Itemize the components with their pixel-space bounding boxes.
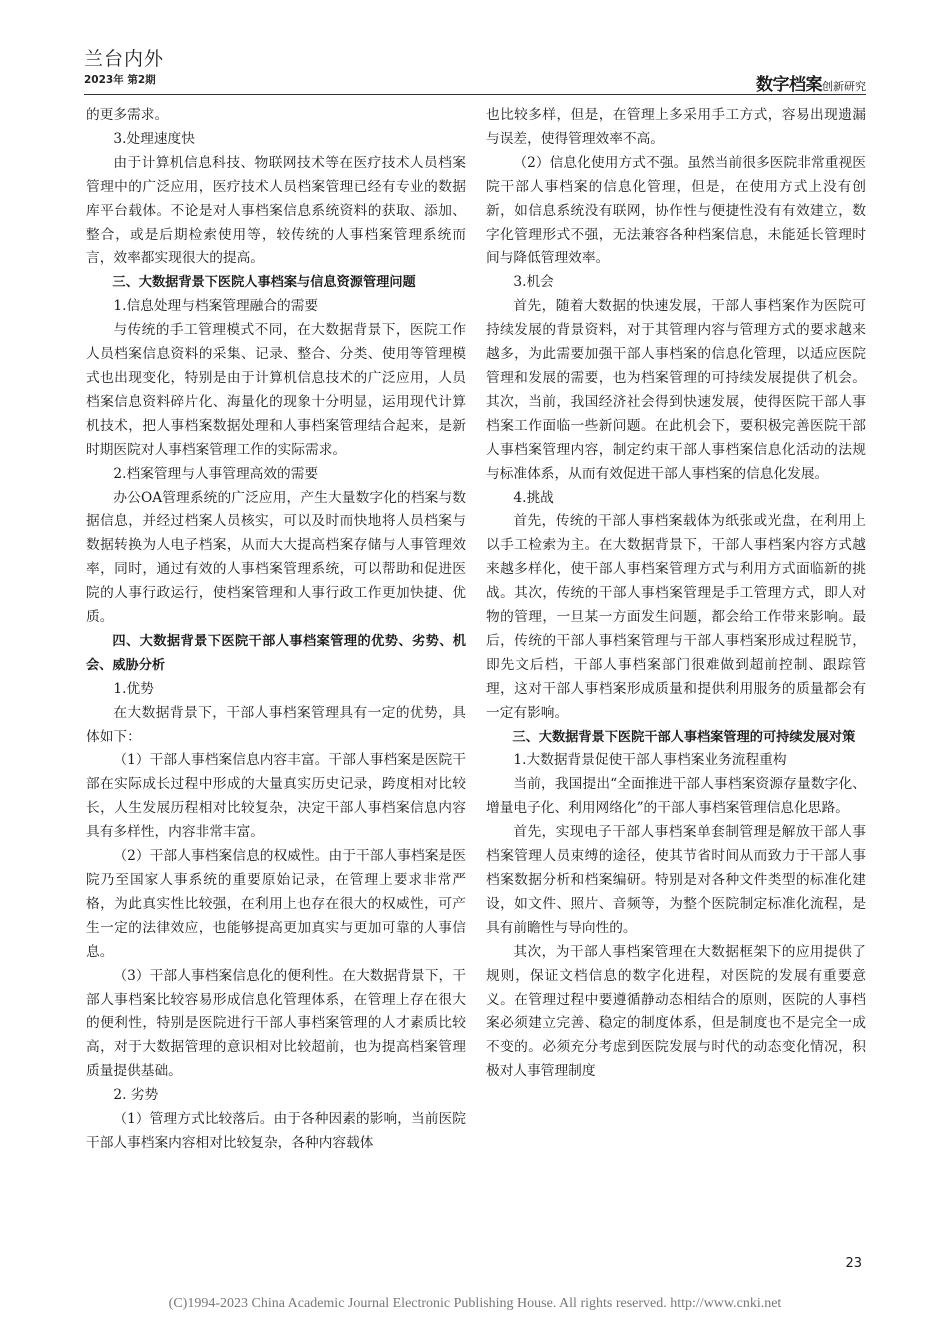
section-title: 数字档案 — [756, 75, 822, 95]
paragraph: 也比较多样，但是，在管理上多采用手工方式，容易出现遗漏与误差，使得管理效率不高。 — [486, 107, 866, 147]
right-column — [486, 104, 866, 1084]
issue-label: 2023年 第2期 — [84, 74, 156, 86]
paragraph: 当前，我国提出“全面推进干部人事档案资源存量数字化、增量电子化、利用网络化”的干部人事档案管理信息化思路。 — [486, 776, 866, 817]
paragraph: 3.机会 — [513, 274, 554, 291]
section-header — [756, 70, 866, 95]
section-heading: 四、大数据背景下医院干部人事档案管理的优势、劣势、机会、威胁分析 — [86, 633, 466, 673]
section-heading: 三、大数据背景下医院干部人事档案管理的可持续发展对策 — [512, 729, 856, 745]
page-number: 23 — [845, 1256, 862, 1271]
paragraph: 首先，传统的干部人事档案载体为纸张或光盘，在利用上以手工检索为主。在大数据背景下，干部人事档案内容方式越来越多样化，使干部人事档案管理方式与利用方式面临新的挑战。其次，传统的干部人事档案管理是手工管理方式，即人对物的管理，一旦某一方面发生问题，都会给工作带来影响。最后，传统的干部人事档案管理与干部人事档案形成过程脱节，即先文后档，干部人事档案部门很难做到超前控制、跟踪管理，这对干部人事档案形成质量和提供利用服务的质量都会有一定有影响。 — [486, 513, 866, 721]
paragraph: 3.处理速度快 — [113, 130, 195, 147]
paragraph: 与传统的手工管理模式不同，在大数据背景下，医院工作人员档案信息资料的采集、记录、整合、分类、使用等管理模式也出现变化，特别是由于计算机信息技术的广泛应用，人员档案信息资料碎片化、海量化的现象十分明显，运用现代计算机技术，把人事档案数据处理和人事档案管理结合起来，是新时期医院对人事档案管理工作的实际需求。 — [86, 322, 466, 458]
section-heading: 三、大数据背景下医院人事档案与信息资源管理问题 — [112, 275, 416, 291]
paragraph: （1）干部人事档案信息内容丰富。干部人事档案是医院干部在实际成长过程中形成的大量真实历史记录，跨度相对比较长，人生发展历程相对比较复杂，决定干部人事档案信息内容具有多样性，内容非常丰富。 — [86, 752, 466, 841]
paragraph: （1）管理方式比较落后。由于各种因素的影响，当前医院干部人事档案内容相对比较复杂，各种内容载体 — [86, 1111, 466, 1151]
left-column — [86, 104, 466, 1156]
paragraph: 由于计算机信息科技、物联网技术等在医疗技术人员档案管理中的广泛应用，医疗技术人员档案管理已经有专业的数据库平台载体。不论是对人事档案信息系统资料的获取、添加、整合，或是后期检索使用等，较传统的人事档案管理系统而言，效率都实现很大的提高。 — [86, 154, 466, 267]
paragraph: 1.优势 — [113, 680, 154, 697]
journal-name: 兰台内外 — [84, 48, 165, 70]
paragraph: 的更多需求。 — [86, 107, 169, 123]
paragraph: 在大数据背景下，干部人事档案管理具有一定的优势，具体如下： — [86, 704, 466, 745]
header-divider — [84, 94, 866, 95]
section-subtitle: 创新研究 — [822, 80, 866, 93]
journal-header — [84, 48, 164, 87]
paragraph: 首先，随着大数据的快速发展，干部人事档案作为医院可持续发展的背景资料，对于其管理内容与管理方式的要求越来越多，为此需要加强干部人事档案的信息化管理，以适应医院管理和发展的需要，也为档案管理的可持续发展提供了机会。其次，当前，我国经济社会得到快速发展，使得医院干部人事档案工作面临一些新问题。在此机会下，要积极完善医院干部人事档案管理内容，制定约束干部人事档案信息化活动的法规与标准体系，从而有效促进干部人事档案的信息化发展。 — [486, 298, 866, 482]
copyright-footer: (C)1994-2023 China Academic Journal Electronic Publishing House. All rights reserved. http://www.cnki.net — [168, 1296, 782, 1311]
paragraph: （2）信息化使用方式不强。虽然当前很多医院非常重视医院干部人事档案的信息化管理，但是，在使用方式上没有创新，如信息系统没有联网，协作性与便捷性没有有效建立，数字化管理形式不强，无法兼容各种档案信息，未能延长管理时间与降低管理效率。 — [486, 154, 866, 267]
paragraph: 其次，为干部人事档案管理在大数据框架下的应用提供了规则，保证文档信息的数字化进程，对医院的发展有重要意义。在管理过程中要遵循静动态相结合的原则，医院的人事档案必须建立完善、稳定的制度体系，但是制度也不是完全一成不变的。必须充分考虑到医院发展与时代的动态变化情况，积极对人事管理制度 — [486, 943, 866, 1080]
paragraph: 1.大数据背景促使干部人事档案业务流程重构 — [513, 752, 787, 769]
paragraph: 2. 劣势 — [113, 1087, 159, 1104]
paragraph: （3）干部人事档案信息化的便利性。在大数据背景下，干部人事档案比较容易形成信息化管理体系，在管理上存在很大的便利性，特别是医院进行干部人事档案管理的人才素质比较高，对于大数据管理的意识相对比较超前，也为提高档案管理质量提供基础。 — [86, 967, 466, 1080]
paragraph: （2）干部人事档案信息的权威性。由于干部人事档案是医院乃至国家人事系统的重要原始记录，在管理上要求非常严格，为此真实性比较强，在利用上也存在很大的权威性，可产生一定的法律效应，也能够提高更加真实与更加可靠的人事信息。 — [86, 848, 466, 960]
paragraph: 1.信息处理与档案管理融合的需要 — [113, 298, 319, 315]
paragraph: 4.挑战 — [513, 489, 554, 506]
paragraph: 2.档案管理与人事管理高效的需要 — [113, 465, 319, 482]
paragraph: 首先，实现电子干部人事档案单套制管理是解放干部人事档案管理人员束缚的途径，使其节省时间从而致力于干部人事档案数据分析和档案编研。特别是对各种文件类型的标准化建设，如文件、照片、音频等，为整个医院制定标准化流程，是具有前瞻性与导向性的。 — [486, 824, 866, 936]
paragraph: 办公OA管理系统的广泛应用，产生大量数字化的档案与数据信息，并经过档案人员核实，可以及时而快地将人员档案与数据转换为人电子档案，从而大大提高档案存储与人事管理效率，同时，通过有效的人事档案管理系统，可以帮助和促进医院的人事行政运行，使档案管理和人事行政工作更加快捷、优质。 — [86, 489, 466, 626]
